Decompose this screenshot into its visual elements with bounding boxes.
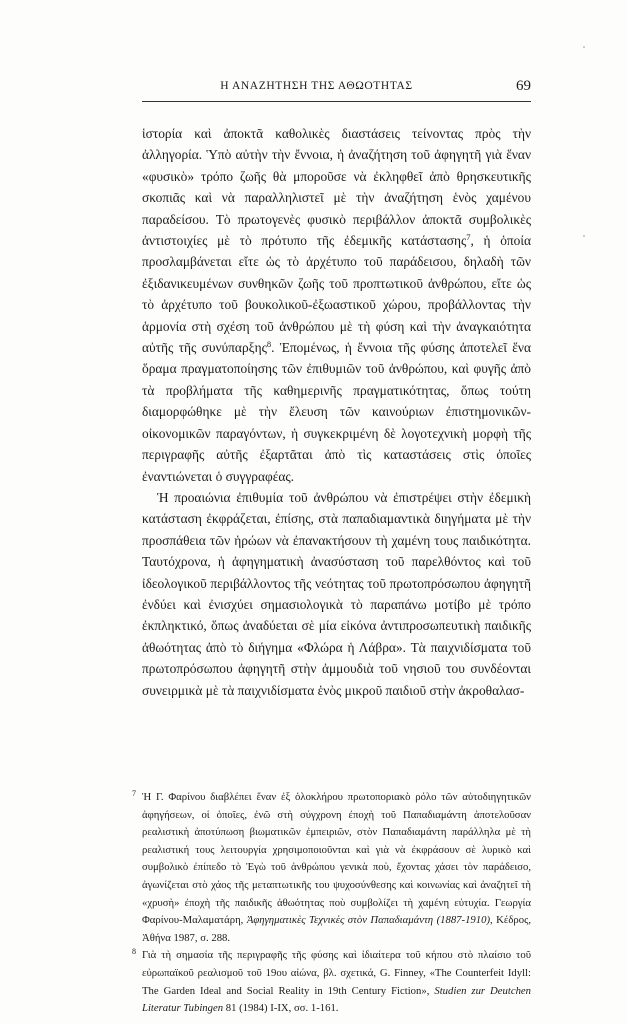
footnote-7-citation: , Κέδρος, Ἀθήνα 1987, σ. 288. xyxy=(142,914,531,944)
paragraph-1-part-2: , ἡ ὁποία προσλαμβάνεται εἴτε ὡς τὸ ἀρχέτυπο τοῦ παράδεισου, δηλαδὴ τῶν ἐξιδανικευμένων συνθηκῶν ζωῆς τοῦ προπτωτικοῦ ἀνθρώπου, εἴτε ὡς τὸ ἀρχέτυπο τοῦ βουκολικοῦ-ἐξωαστικοῦ χώρου, προβάλλοντας τὴν ἁρμονία στὴ σχέση τοῦ ἀνθρώπου μὲ τὴ φύση καὶ τὴν ἀναγκαιότητα αὐτῆς τῆς συνύπαρξης xyxy=(142,233,531,356)
footnote-7: 7 Ἡ Γ. Φαρίνου διαβλέπει ἕναν ἐξ ὁλοκλήρου πρωτοποριακὸ ρόλο τῶν αὐτοδιηγητικῶν ἀφηγήσεων, οἱ ὁποῖες, ἐνῶ στὴ σύγχρονη ἐποχὴ τοῦ Παπαδιαμάντη ἀποτελοῦσαν ρεαλιστικὴ ἀποτύπωση βιωματικῶν ἐμπειριῶν, στὸν Παπαδιαμάντη παράλληλα μὲ τὴ ρεαλιστική τους λειτουργία χρησιμοποιοῦνται καὶ γιὰ νὰ ἐκφράσουν σὲ λυρικὸ καὶ συμβολικὸ ἐπίπεδο τὸ Ἐγὼ τοῦ ἀνθρώπου γενικὰ ποὺ, ἔχοντας χάσει τὸν παράδεισο, ἀγωνίζεται στὸ χάος τῆς μεταπτωτικῆς του ψυχοσύνθεσης καὶ κοινωνίας καὶ ἀναζητεῖ τὴ «χρυσὴ» ἐποχὴ τῆς παιδικῆς ἀθωότητας ποὺ συμβολίζει τὴ χαμένη εὐτυχία. Γεωργία Φαρίνου-Μαλαματάρη, Ἀφηγηματικὲς Τεχνικὲς στὸν Παπαδιαμάντη (1887-1910), Κέδρος, Ἀθήνα 1987, σ. 288. xyxy=(132,789,531,944)
paragraph-1 xyxy=(142,123,531,487)
main-text xyxy=(142,123,531,701)
paragraph-1-part-3: . Ἑπομένως, ἡ ἔννοια τῆς φύσης ἀποτελεῖ ἕνα ὅραμα πραγματοποίησης τῶν ἐπιθυμιῶν τοῦ ἀνθρώπου, καὶ φυγῆς ἀπὸ τὰ προβλήματα τῆς καθημερινῆς πραγματικότητας, ὅπως τούτη διαμορφώθηκε μὲ τὴν ἔλευση τῶν καινούριων ἐπιστημονικῶν-οἰκονομικῶν παραγόντων, ἡ συγκεκριμένη δὲ λογοτεχνικὴ μορφὴ τῆς περιγραφῆς αὐτῆς ἐξαρτᾶται ἀπὸ τὶς καταστάσεις στὶς ὁποῖες ἐναντιώνεται ὁ συγγραφέας. xyxy=(142,340,531,484)
footnote-7-book-title: Ἀφηγηματικὲς Τεχνικὲς στὸν Παπαδιαμάντη (1887-1910) xyxy=(246,914,491,927)
page-number: 69 xyxy=(516,78,531,94)
paragraph-1-part-1: ἱστορία καὶ ἀποκτᾶ καθολικὲς διαστάσεις τείνοντας πρὸς τὴν ἀλληγορία. Ὑπὸ αὐτὴν τὴν ἔννοια, ἡ ἀναζήτηση τοῦ ἀφηγητῆ γιὰ ἕναν «φυσικὸ» τρόπο ζωῆς θὰ μποροῦσε νὰ ἐκληφθεῖ ἀπὸ θρησκευτικῆς σκοπιᾶς καὶ νὰ παραλληλιστεῖ μὲ τὴν ἀναζήτηση ἑνὸς χαμένου παραδείσου. Τὸ πρωτογενὲς φυσικὸ περιβάλλον ἀποκτᾶ συμβολικὲς ἀντιστοιχίες μὲ τὸ πρότυπο τῆς ἐδεμικῆς κατάστασης xyxy=(142,126,531,249)
footnote-8-text: Γιὰ τὴ σημασία τῆς περιγραφῆς τῆς φύσης καὶ ἰδιαίτερα τοῦ κήπου στὸ πλαίσιο τοῦ εὐρωπαϊκοῦ ρεαλισμοῦ τοῦ 19ου αἰώνα, βλ. σχετικά, G. Finney, «The Counterfeit Idyll: The Garden Ideal and Social Reality in 19th Century Fiction», xyxy=(142,949,531,997)
header-rule xyxy=(142,101,531,102)
footnotes xyxy=(132,789,532,1018)
footnote-8-citation: 81 (1984) I-IX, σσ. 1-161. xyxy=(223,1002,339,1015)
footnote-ref-8[interactable]: 8 xyxy=(266,339,272,350)
running-title: Η ΑΝΑΖΗΤΗΣΗ ΤΗΣ ΑΘΩΟΤΗΤΑΣ xyxy=(220,80,413,92)
scan-speck xyxy=(583,235,585,237)
footnote-8-journal-title: Studien zur Deutchen Literatur Tubingen xyxy=(142,984,532,1015)
footnote-8: 8 Γιὰ τὴ σημασία τῆς περιγραφῆς τῆς φύσης καὶ ἰδιαίτερα τοῦ κήπου στὸ πλαίσιο τοῦ εὐρωπαϊκοῦ ρεαλισμοῦ τοῦ 19ου αἰώνα, βλ. σχετικά, G. Finney, «The Counterfeit Idyll: The Garden Ideal and Social Reality in 19th Century Fiction», Studien zur Deutchen Literatur Tubingen 81 (1984) I-IX, σσ. 1-161. xyxy=(132,947,532,1015)
footnote-ref-7[interactable]: 7 xyxy=(466,232,471,243)
scan-speck xyxy=(583,46,585,48)
footnote-7-text: Ἡ Γ. Φαρίνου διαβλέπει ἕναν ἐξ ὁλοκλήρου πρωτοποριακὸ ρόλο τῶν αὐτοδιηγητικῶν ἀφηγήσεων, οἱ ὁποῖες, ἐνῶ στὴ σύγχρονη ἐποχὴ τοῦ Παπαδιαμάντη ἀποτελοῦσαν ρεαλιστικὴ ἀποτύπωση βιωματικῶν ἐμπειριῶν, στὸν Παπαδιαμάντη παράλληλα μὲ τὴ ρεαλιστική τους λειτουργία χρησιμοποιοῦνται καὶ γιὰ νὰ ἐκφράσουν σὲ λυρικὸ καὶ συμβολικὸ ἐπίπεδο τὸ Ἐγὼ τοῦ ἀνθρώπου γενικὰ ποὺ, ἔχοντας χάσει τὸν παράδεισο, ἀγωνίζεται στὸ χάος τῆς μεταπτωτικῆς του ψυχοσύνθεσης καὶ κοινωνίας καὶ ἀναζητεῖ τὴ «χρυσὴ» ἐποχὴ τῆς παιδικῆς ἀθωότητας ποὺ συμβολίζει τὴ χαμένη εὐτυχία. Γεωργία Φαρίνου-Μαλαματάρη, xyxy=(142,791,531,927)
paragraph-2: Ἡ προαιώνια ἐπιθυμία τοῦ ἀνθρώπου νὰ ἐπιστρέψει στὴν ἐδεμικὴ κατάσταση ἐκφράζεται, ἐπίσης, στὰ παπαδιαμαντικὰ διηγήματα μὲ τὴν προσπάθεια τῶν ἡρώων νὰ ἐπανακτήσουν τὴ χαμένη τους παιδικότητα. Ταυτόχρονα, ἡ ἀφηγηματικὴ ἀνασύσταση τοῦ παρελθόντος καὶ τοῦ ἰδεολογικοῦ περιβάλλοντος τῆς νεότητας τοῦ πρωτοπρόσωπου ἀφηγητῆ ἐνδύει καὶ ἐνισχύει σημασιολογικὰ τὸ παραπάνω μοτίβο μὲ τρόπο ἐκπληκτικό, ὅπως ἀναδύεται σὲ μία εἰκόνα ἀντιπροσωπευτικὴ παιδικῆς ἀθωότητας ἀπὸ τὸ διήγημα «Φλώρα ἡ Λάβρα». Τὰ παιχνιδίσματα τοῦ πρωτοπρόσωπου ἀφηγητῆ στὴν ἀμμουδιὰ τοῦ νησιοῦ του συνδέονται συνειρμικὰ μὲ τὰ παιχνιδίσματα ἑνὸς μικροῦ παιδιοῦ στὴν ἀκροθαλασ- xyxy=(142,489,531,698)
running-header xyxy=(142,80,531,106)
